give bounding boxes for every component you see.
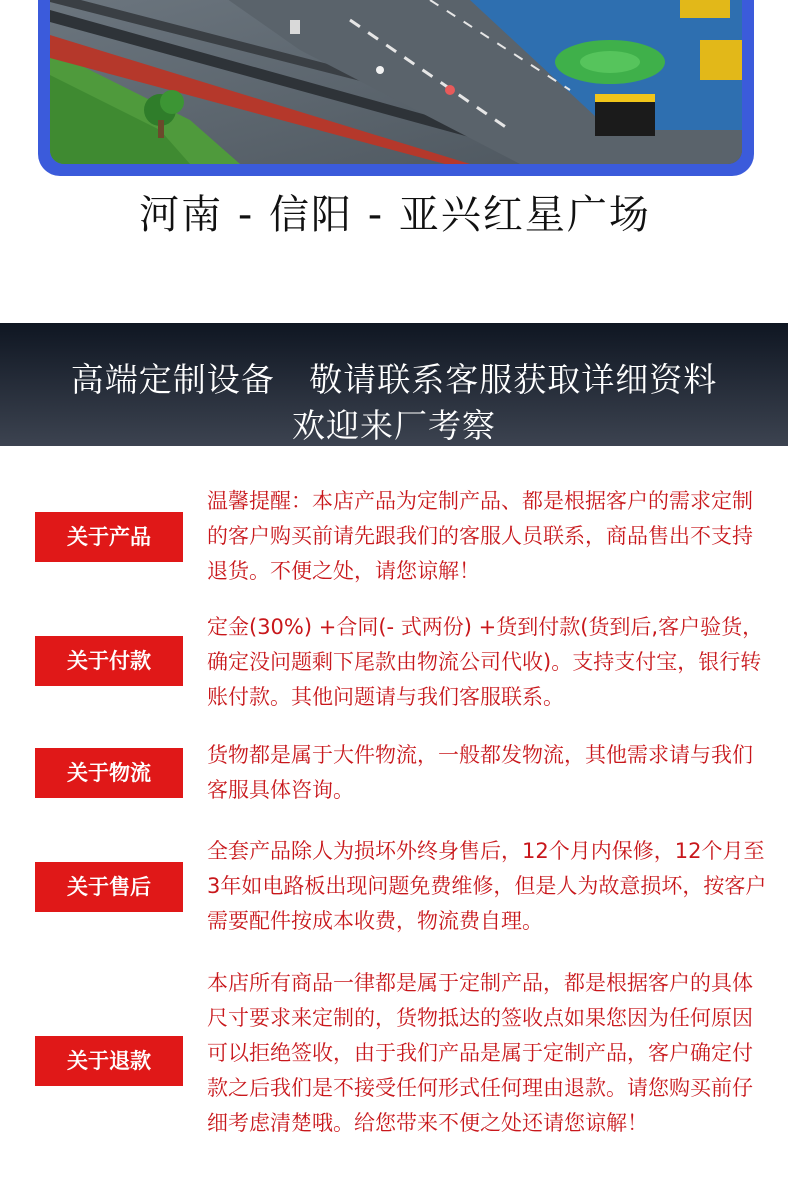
location-caption: 河南 - 信阳 - 亚兴红星广场: [139, 192, 651, 238]
policy-tag-aftersales: 关于售后: [35, 862, 183, 912]
contact-banner: [0, 323, 788, 446]
policy-text-refund: 本店所有商品一律都是属于定制产品，都是根据客户的具体尺寸要求来定制的，货物抵达的签收点如果您因为任何原因可以拒绝签收，由于我们产品是属于定制产品，客户确定付款之后我们是不接受任何形式任何理由退款。请您购买前仔细考虑清楚哦。给您带来不便之处还请您谅解！: [207, 971, 753, 1135]
banner-line-2: 欢迎来厂考察: [292, 406, 496, 445]
policy-text-payment: 定金(30%) +合同(- 式两份) +货到付款(货到后,客户验货，确定没问题剩下尾款由物流公司代收)。支持支付宝，银行转账付款。其他问题请与我们客服联系。: [207, 615, 764, 709]
policy-tag-logistics: 关于物流: [35, 748, 183, 798]
policy-section: [0, 446, 790, 1195]
track-layout-image: [50, 0, 742, 164]
photo-frame: [38, 0, 754, 176]
banner-line-1: 高端定制设备 敬请联系客服获取详细资料: [70, 360, 718, 399]
policy-text-logistics: 货物都是属于大件物流，一般都发物流，其他需求请与我们客服具体咨询。: [207, 743, 753, 802]
installation-photo: [50, 0, 742, 164]
policy-text-aftersales: 全套产品除人为损坏外终身售后，12个月内保修，12个月至3年如电路板出现问题免费维修，但是人为故意损坏，按客户需要配件按成本收费，物流费自理。: [207, 839, 767, 933]
policy-text-product: 温馨提醒：本店产品为定制产品、都是根据客户的需求定制的客户购买前请先跟我们的客服人员联系，商品售出不支持退货。不便之处，请您谅解！: [207, 489, 753, 583]
policy-tag-product: 关于产品: [35, 512, 183, 562]
policy-tag-payment: 关于付款: [35, 636, 183, 686]
policy-tag-refund: 关于退款: [35, 1036, 183, 1086]
